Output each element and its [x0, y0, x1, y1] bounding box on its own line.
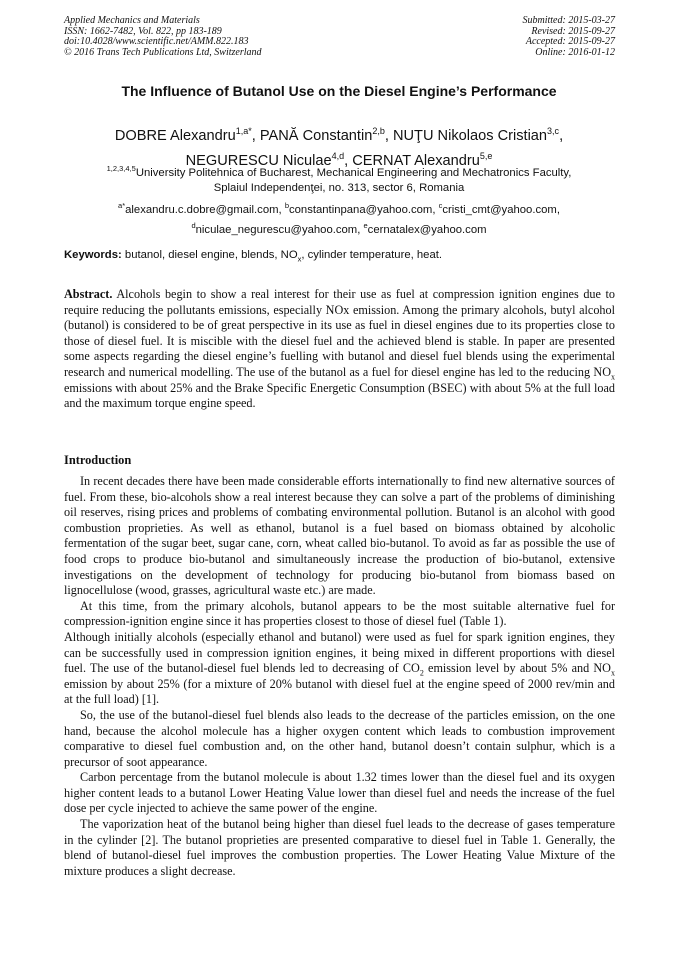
author-name: PANĂ Constantin [259, 127, 373, 144]
email-link[interactable]: constantinpana@yahoo.com [288, 203, 433, 216]
submitted-date: Submitted: 2015-03-27 [522, 15, 615, 26]
email-link[interactable]: cristi_cmt@yahoo.com [442, 203, 557, 216]
paper-title: The Influence of Butanol Use on the Diesel Engine’s Performance [121, 83, 557, 99]
keywords-sub: x [297, 254, 302, 264]
affiliation [40, 161, 638, 196]
accepted-date: Accepted: 2015-09-27 [525, 36, 615, 48]
email-sup: c [438, 201, 443, 210]
intro-p3-text-a: Although initially alcohols (especially ethanol and butanol) were used as fuel for spark ignition engines, they can be successfully used in compression ignition engines, it being mixed in different proportions with diesel fuel. The use of the butanol-diesel fuel blends led to decreasing of CO [64, 629, 615, 676]
abstract-sub: x [611, 372, 615, 382]
introduction-body [64, 474, 615, 879]
keywords-text-2: , cylinder temperature, heat. [301, 249, 443, 261]
email-list: $^{a*}$alexandru.c.dobre@gmail.com, $^b$constantinpana@yahoo.com, $^c$cristi_cmt@yahoo.com, $^d$niculae_negurescu@yahoo.com, $^e$cernatalex@yahoo.com [118, 201, 560, 236]
intro-paragraph-3 [64, 630, 615, 708]
issn-line: ISSN: 1662-7482, Vol. 822, pp 183-189 [64, 25, 222, 37]
intro-p3-text-b: emission level by about 5% and NO [423, 661, 611, 676]
doi-line: doi:10.4028/www.scientific.net/AMM.822.183 [64, 36, 249, 48]
intro-paragraph-2: At this time, from the primary alcohols, butanol appears to be the most suitable alternative fuel for compression-ignition engine since it has properties closest to those of diesel fuel (Table 1). [64, 598, 615, 629]
online-date: Online: 2016-01-12 [535, 46, 615, 58]
email-sup: e [363, 220, 368, 230]
intro-paragraph-5: Carbon percentage from the butanol molecule is about 1.32 times lower than the diesel fuel and its oxygen higher content leads to a butanol Lower Heating Value lower than diesel fuel and needs the increase of the fuel dose per cycle injected to achieve the same power of the engine. [64, 770, 615, 816]
affiliation-line-1: University Politehnica of Bucharest, Mechanical Engineering and Mechatronics Faculty, [135, 166, 572, 179]
intro-p3-text-c: emission by about 25% (for a mixture of 20% butanol with diesel fuel at the engine speed of 2000 rev/min and at the full load) [1]. [64, 676, 615, 707]
author-name: NEGURESCU Niculae [185, 152, 332, 169]
author-affil-sup: 5,e [479, 150, 493, 161]
author-line-1: DOBRE Alexandru$^{1,a*}$, PANĂ Constantin$^{2,b}$, NUŢU Nikolaos Cristian$^{3,c}$, [114, 126, 564, 144]
author-name: DOBRE Alexandru [114, 127, 236, 144]
email-sup: a* [118, 201, 126, 210]
co2-sub: 2 [419, 668, 424, 678]
email-sup: d [191, 220, 196, 230]
author-affil-sup: 4,d [331, 150, 345, 161]
keywords-label: Keywords: [64, 249, 122, 261]
copyright-line: © 2016 Trans Tech Publications Ltd, Switzerland [64, 46, 262, 58]
email-link[interactable]: niculae_negurescu@yahoo.com [195, 223, 358, 236]
author-line-2: NEGURESCU Niculae$^{4,d}$, CERNAT Alexandru$^{5,e}$ [185, 150, 493, 169]
affiliation-sup: 1,2,3,4,5 [106, 164, 136, 173]
abstract-label: Abstract. [64, 287, 113, 301]
journal-name: Applied Mechanics and Materials [64, 15, 200, 26]
abstract [64, 287, 615, 412]
author-name: CERNAT Alexandru [352, 152, 480, 169]
abstract-text-2: emissions with about 25% and the Brake Specific Energetic Consumption (BSEC) with about 5% at the full load and the maximum torque engine speed. [64, 380, 615, 411]
intro-paragraph-1: In recent decades there have been made considerable efforts internationally to find new alternative sources of fuel. From these, bio-alcohols show a real interest because they can solve a part of the problems of diminishing oil reserves, rising prices and problems of combating environmental pollution. Butanol is an alcohol with good combustion proprieties. As well as ethanol, butanol is a fuel based on biomass obtained by alcoholic fermentation of the sugar beet, sugar cane, corn, wheat called bio-butanol. To avoid as far as possible the use of food crops to produce bio-butanol and simultaneously increase the production of bio-butanol, extensive investigations on the development of technology for producing bio-butanol from biomass based on lignocellulose (wood, grasses, agricultural waste etc.) are made. [64, 474, 615, 598]
intro-paragraph-4: So, the use of the butanol-diesel fuel blends also leads to the decrease of the particles emission, on the one hand, because the alcohol molecule has a higher oxygen content which leads to combustion improvement comparative to diesel fuel combustion and, on the other hand, butanol doesn’t contain sulphur, which is a precursor of soot appearance. [64, 707, 615, 769]
email-sup: b [284, 201, 289, 210]
intro-paragraph-6: The vaporization heat of the butanol being higher than diesel fuel leads to the decrease of gases temperature in the cylinder [2]. The butanol proprieties are presented comparative to diesel fuel in Table 1. Generally, the blend of butanol-diesel fuel improves the combustion properties. The Lower Heating Value Mixture of the mixture produces a slight decrease. [64, 817, 615, 878]
author-affil-sup: 3,c [547, 126, 560, 136]
keywords-line [64, 248, 616, 266]
email-link[interactable]: alexandru.c.dobre@gmail.com [125, 203, 279, 216]
revised-date: Revised: 2015-09-27 [531, 25, 615, 37]
affiliation-line-2: Splaiul Independenţei, no. 313, sector 6, Romania [213, 181, 465, 194]
nox-sub: x [611, 668, 615, 678]
abstract-text-1: Alcohols begin to show a real interest for their use as fuel at compression ignition engines due to require reducing the pollutants emissions, especially NOx emission. Among the primary alcohols, butyl alcohol (butanol) is considered to be of great perspective in its use as fuel in diesel engines due to its properties close to those of diesel fuel. It is miscible with the diesel fuel and the achieved blend is stable. In paper are presented some aspects regarding the diesel engine’s fuelling with butanol and diesel fuel blends using the experimental research and numerical modelling. The use of the butanol as a fuel for diesel engine has led to the reducing NO [64, 287, 615, 379]
journal-header-left [64, 16, 262, 58]
email-link[interactable]: cernatalex@yahoo.com [367, 223, 487, 236]
keywords-text-1: butanol, diesel engine, blends, NO [124, 249, 298, 261]
author-affil-sup: 2,b [372, 126, 385, 136]
journal-header-right [523, 16, 616, 58]
introduction-heading: Introduction [64, 453, 132, 467]
author-affil-sup: 1,a* [235, 126, 252, 136]
author-name: NUŢU Nikolaos Cristian [392, 127, 548, 144]
